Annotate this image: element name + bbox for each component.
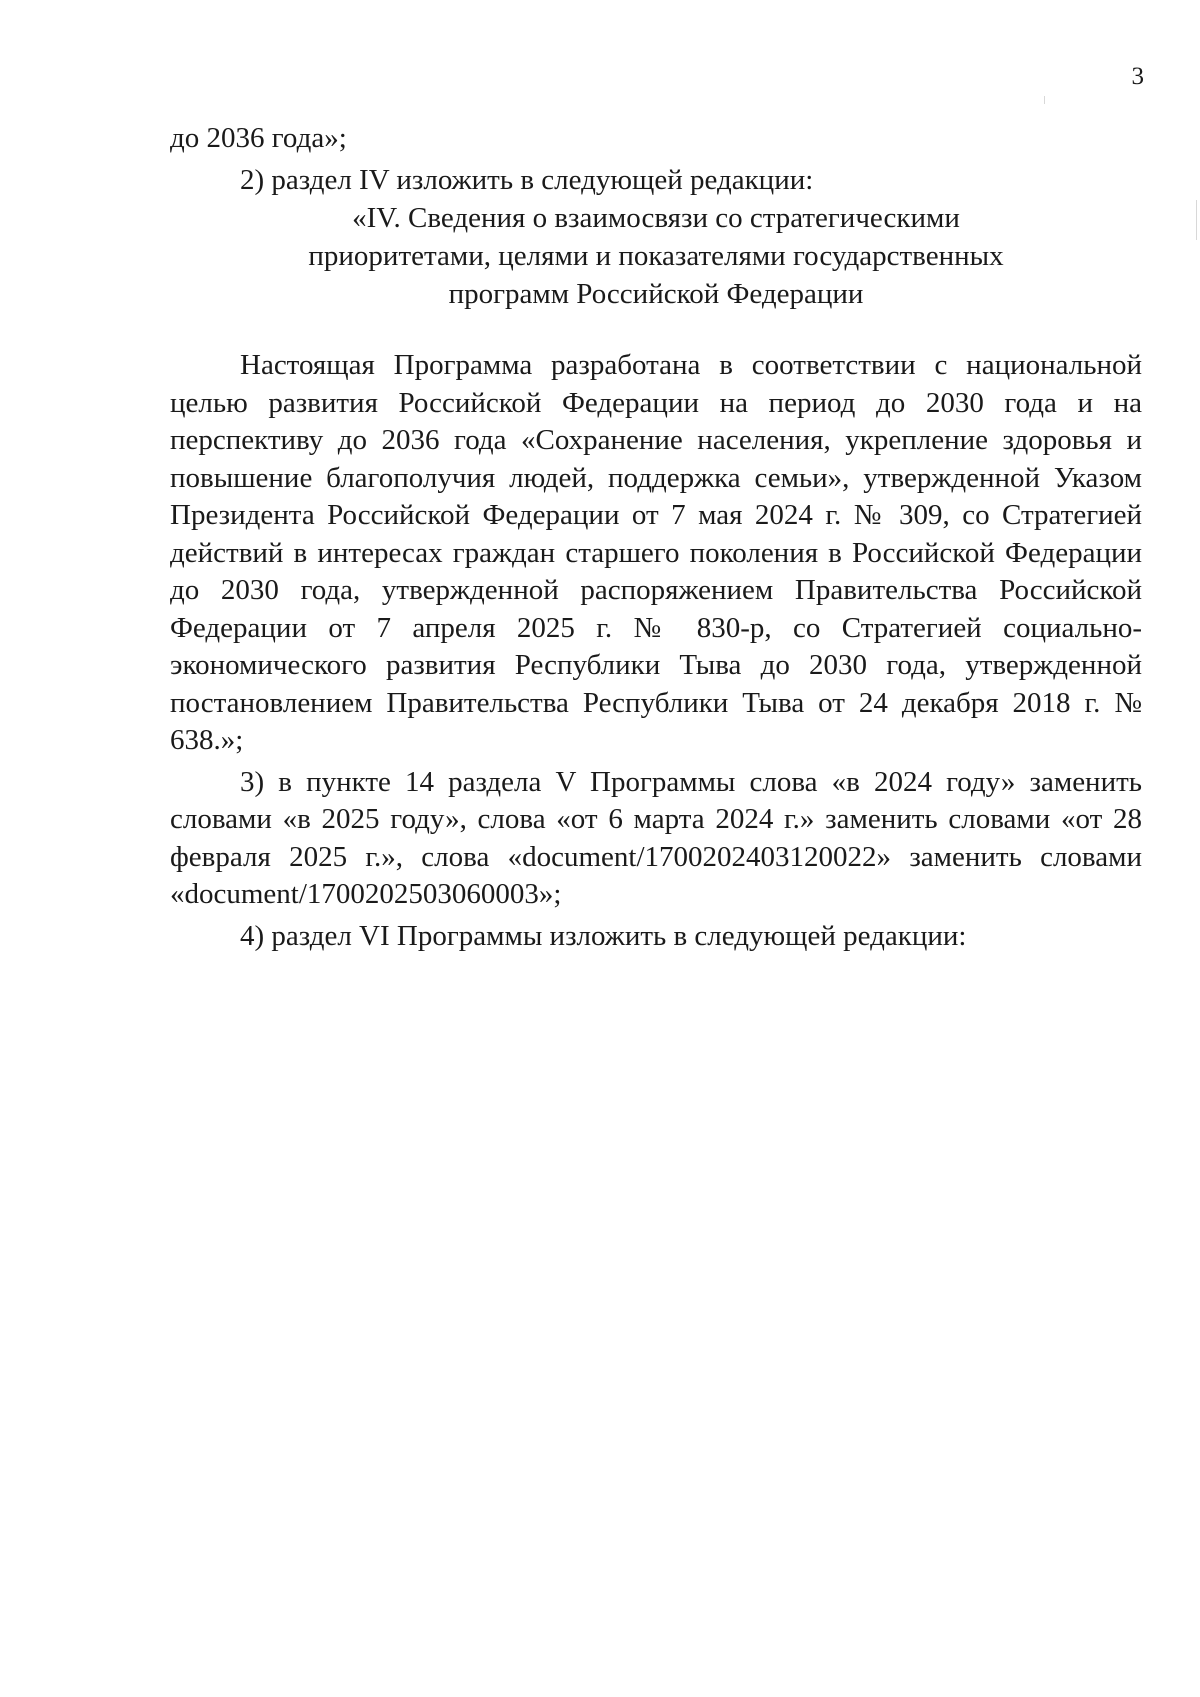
page-number: 3: [1131, 63, 1144, 90]
document-body: [170, 120, 1142, 955]
section-heading-line-2: приоритетами, целями и показателями государственных: [308, 240, 1004, 272]
scan-artifact: [1196, 200, 1197, 240]
section-heading-line-3: программ Российской Федерации: [448, 278, 864, 310]
spacer: [170, 313, 1142, 347]
list-item-2: 2) раздел IV изложить в следующей редакции:: [240, 163, 814, 196]
section-heading-line-1: «IV. Сведения о взаимосвязи со стратегическими: [352, 202, 960, 234]
continuation-line: до 2036 года»;: [170, 122, 347, 154]
list-item-4: 4) раздел VI Программы изложить в следующей редакции:: [240, 919, 967, 952]
paragraph-program-goals: Настоящая Программа разработана в соответствии с национальной целью развития Российской Федерации на период до 2030 года и на перспективу до 2036 года «Сохранение населения, укрепление здоровья и повышение благополучия людей, поддержка семьи», утвержденной Указом Президента Российской Федерации от 7 мая 2024 г. № 309, со Стратегией действий в интересах граждан старшего поколения в Российской Федерации до 2030 года, утвержденной распоряжением Правительства Российской Федерации от 7 апреля 2025 г. № 830-р, со Стратегией социально-экономического развития Республики Тыва до 2030 года, утвержденной постановлением Правительства Республики Тыва от 24 декабря 2018 г. № 638.»;: [170, 349, 1142, 756]
scan-artifact: [1044, 96, 1045, 104]
list-item-3: 3) в пункте 14 раздела V Программы слова «в 2024 году» заменить словами «в 2025 году», слова «от 6 марта 2024 г.» заменить словами «от 28 февраля 2025 г.», слова «document/1700202403120022» заменить словами «document/1700202503060003»;: [170, 765, 1143, 910]
section-heading: [170, 199, 1142, 313]
